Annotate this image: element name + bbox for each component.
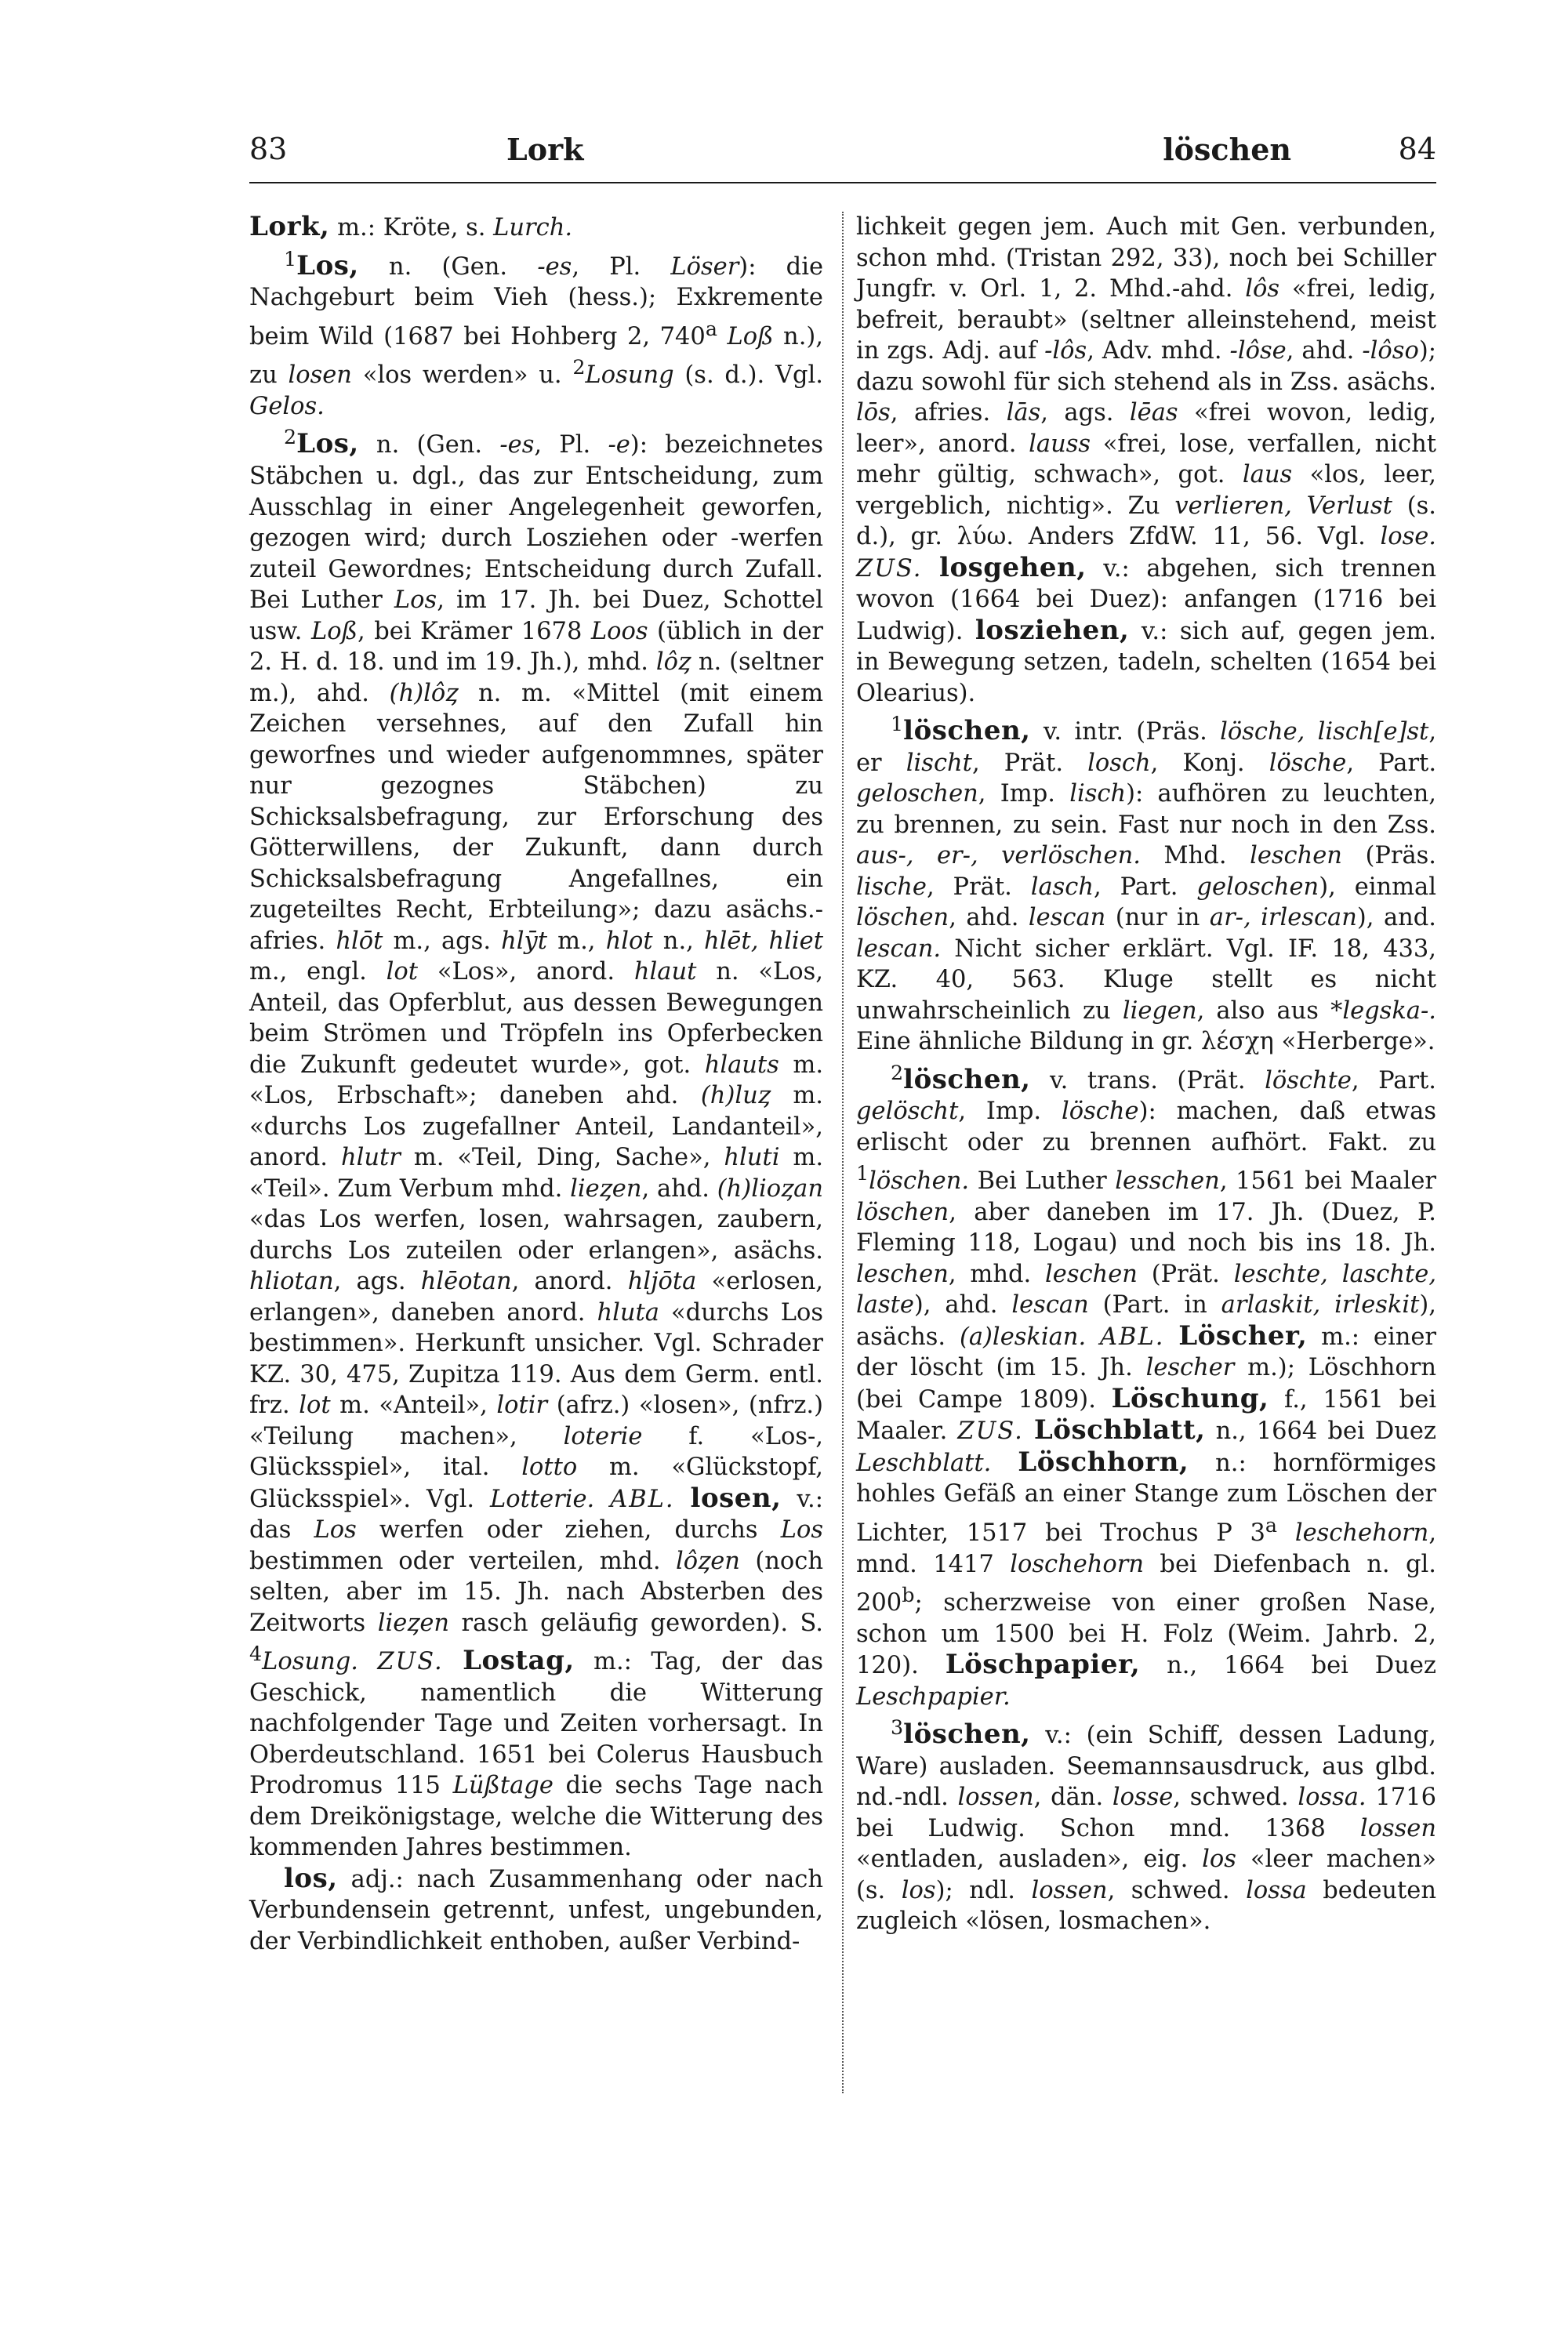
entry-los-1: $^1$Los, n. (Gen. -es, Pl. Löser): die Nachgeburt beim Vieh (hess.); Exkremente beim Wild (1687 bei Hohberg 2, 740$^a$ Loß n.), zu losen «los werden» u. $^2$Losung (s. d.). Vgl. Gelos. [249, 246, 823, 420]
page-header [249, 132, 1436, 179]
running-headword-left: Lork [506, 132, 584, 167]
right-column [856, 212, 1436, 1937]
header-rule [249, 182, 1436, 183]
entry-loeschen-1: $^1$löschen, v. intr. (Präs. lösche, lisch[e]st, er lischt, Prät. losch, Konj. lösche, Part. geloschen, Imp. lisch): aufhören zu leuchten, zu brennen, zu sein. Fast nur noch in den Zss. aus-, er-, verlöschen. Mhd. leschen (Präs. lische, Prät. lasch, Part. geloschen), einmal löschen, ahd. lescan (nur in ar-, irlescan), and. lescan. Nicht sicher erklärt. Vgl. IF. 18, 433, KZ. 40, 563. Kluge stellt es nicht unwahrscheinlich zu liegen, also aus *legska-. Eine ähnliche Bildung in gr. λέσχη «Herberge». [856, 712, 1437, 1056]
page-number-left: 83 [249, 132, 288, 166]
running-headword-right: löschen [1163, 132, 1291, 167]
entry-lork: Lork, m.: Kröte, s. Lurch. [249, 211, 573, 242]
entry-los-adj: los, adj.: nach Zusammenhang oder nach Verbundensein getrennt, unfest, ungebunden, der Verbindlichkeit enthoben, außer Verbind- [249, 1862, 823, 1955]
page-number-right: 84 [1398, 132, 1436, 166]
entry-los-adj-cont: lichkeit gegen jem. Auch mit Gen. verbunden, schon mhd. (Tristan 292, 33), noch bei Schiller Jungfr. v. Orl. 1, 2. Mhd.-ahd. lôs «frei, ledig, befreit, beraubt» (seltner alleinstehend, meist in zgs. Adj. auf -lôs, Adv. mhd. -lôse, ahd. -lôso); dazu sowohl für sich stehend als in Zss. asächs. lōs, afries. lās, ags. lēas «frei wovon, ledig, leer», anord. lauss «frei, lose, verfallen, nicht mehr gültig, schwach», got. laus «los, leer, vergeblich, nichtig». Zu verlieren, Verlust (s. d.), gr. λύω. Anders ZfdW. 11, 56. Vgl. lose. ZUS. losgehen, v.: abgehen, sich trennen wovon (1664 bei Duez): anfangen (1716 bei Ludwig). losziehen, v.: sich auf, gegen jem. in Bewegung setzen, tadeln, schelten (1654 bei Olearius). [856, 213, 1437, 707]
entry-loeschen-2: $^2$löschen, v. trans. (Prät. löschte, Part. gelöscht, Imp. lösche): machen, daß etwas erlischt oder zu brennen aufhört. Fakt. zu $^1$löschen. Bei Luther lesschen, 1561 bei Maaler löschen, aber daneben im 17. Jh. (Duez, P. Fleming 118, Logau) und noch bis ins 18. Jh. leschen, mhd. leschen (Prät. leschte, laschte, laste), ahd. lescan (Part. in arlaskit, irleskit), asächs. (a)leskian. ABL. Löscher, m.: einer der löscht (im 15. Jh. lescher m.); Löschhorn (bei Campe 1809). Löschung, f., 1561 bei Maaler. ZUS. Löschblatt, n., 1664 bei Duez Leschblatt. Löschhorn, n.: hornförmiges hohles Gefäß an einer Stange zum Löschen der Lichter, 1517 bei Trochus P 3$^a$ leschehorn, mnd. 1417 loschehorn bei Diefenbach n. gl. 200$^b$; scherzweise von einer großen Nase, schon um 1500 bei H. Folz (Weim. Jahrb. 2, 120). Löschpapier, n., 1664 bei Duez Leschpapier. [856, 1060, 1437, 1711]
column-divider [842, 212, 844, 2093]
entry-loeschen-3: $^3$löschen, v.: (ein Schiff, dessen Ladung, Ware) ausladen. Seemannsausdruck, aus glbd. nd.-ndl. lossen, dän. losse, schwed. lossa. 1716 bei Ludwig. Schon mnd. 1368 lossen «entladen, ausladen», eig. los «leer machen» (s. los); ndl. lossen, schwed. lossa bedeuten zugleich «lösen, losmachen». [856, 1715, 1436, 1936]
left-column [249, 212, 823, 1957]
entry-los-2: $^2$Los, n. (Gen. -es, Pl. -e): bezeichnetes Stäbchen u. dgl., das zur Entscheidung, zum Ausschlag in einer Angelegenheit geworfen, gezogen wird; durch Losziehen oder -werfen zuteil Gewordnes; Entscheidung durch Zufall. Bei Luther Los, im 17. Jh. bei Duez, Schottel usw. Loß, bei Krämer 1678 Loos (üblich in der 2. H. d. 18. und im 19. Jh.), mhd. lôȥ n. (seltner m.), ahd. (h)lôȥ n. m. «Mittel (mit einem Zeichen versehnes, auf den Zufall hin geworfnes und wieder aufgenommnes, später nur gezognes Stäbchen) zu Schicksalsbefragung, zur Erforschung des Götterwillens, der Zukunft, dann durch Schicksalsbefragung Angefallnes, ein zugeteiltes Recht, Erbteilung»; dazu asächs.-afries. hlōt m., ags. hlȳt m., hlot n., hlēt, hliet m., engl. lot «Los», anord. hlaut n. «Los, Anteil, das Opferblut, aus dessen Bewegungen beim Strömen und Tröpfeln ins Opferbecken die Zukunft gedeutet wurde», got. hlauts m. «Los, Erbschaft»; daneben ahd. (h)luȥ m. «durchs Los zugefallner Anteil, Landanteil», anord. hlutr m. «Teil, Ding, Sache», hluti m. «Teil». Zum Verbum mhd. lieȥen, ahd. (h)lioȥan «das Los werfen, losen, wahrsagen, zaubern, durchs Los zuteilen oder erlangen», asächs. hliotan, ags. hlēotan, anord. hljōta «erlosen, erlangen», daneben anord. hluta «durchs Los bestimmen». Herkunft unsicher. Vgl. Schrader KZ. 30, 475, Zupitza 119. Aus dem Germ. entl. frz. lot m. «Anteil», lotir (afrz.) «losen», (nfrz.) «Teilung machen», loterie f. «Los-, Glücksspiel», ital. lotto m. «Glückstopf, Glücksspiel». Vgl. Lotterie. ABL. losen, v.: das Los werfen oder ziehen, durchs Los bestimmen oder verteilen, mhd. lôȥen (noch selten, aber im 15. Jh. nach Absterben des Zeitworts lieȥen rasch geläufig geworden). S. $^4$Losung. ZUS. Lostag, m.: Tag, der das Geschick, namentlich die Witterung nachfolgender Tage und Zeiten vorhersagt. In Oberdeutschland. 1651 bei Colerus Hausbuch Prodromus 115 Lüßtage die sechs Tage nach dem Dreikönigstage, welche die Witterung des kommenden Jahres bestimmen. [249, 425, 824, 1862]
